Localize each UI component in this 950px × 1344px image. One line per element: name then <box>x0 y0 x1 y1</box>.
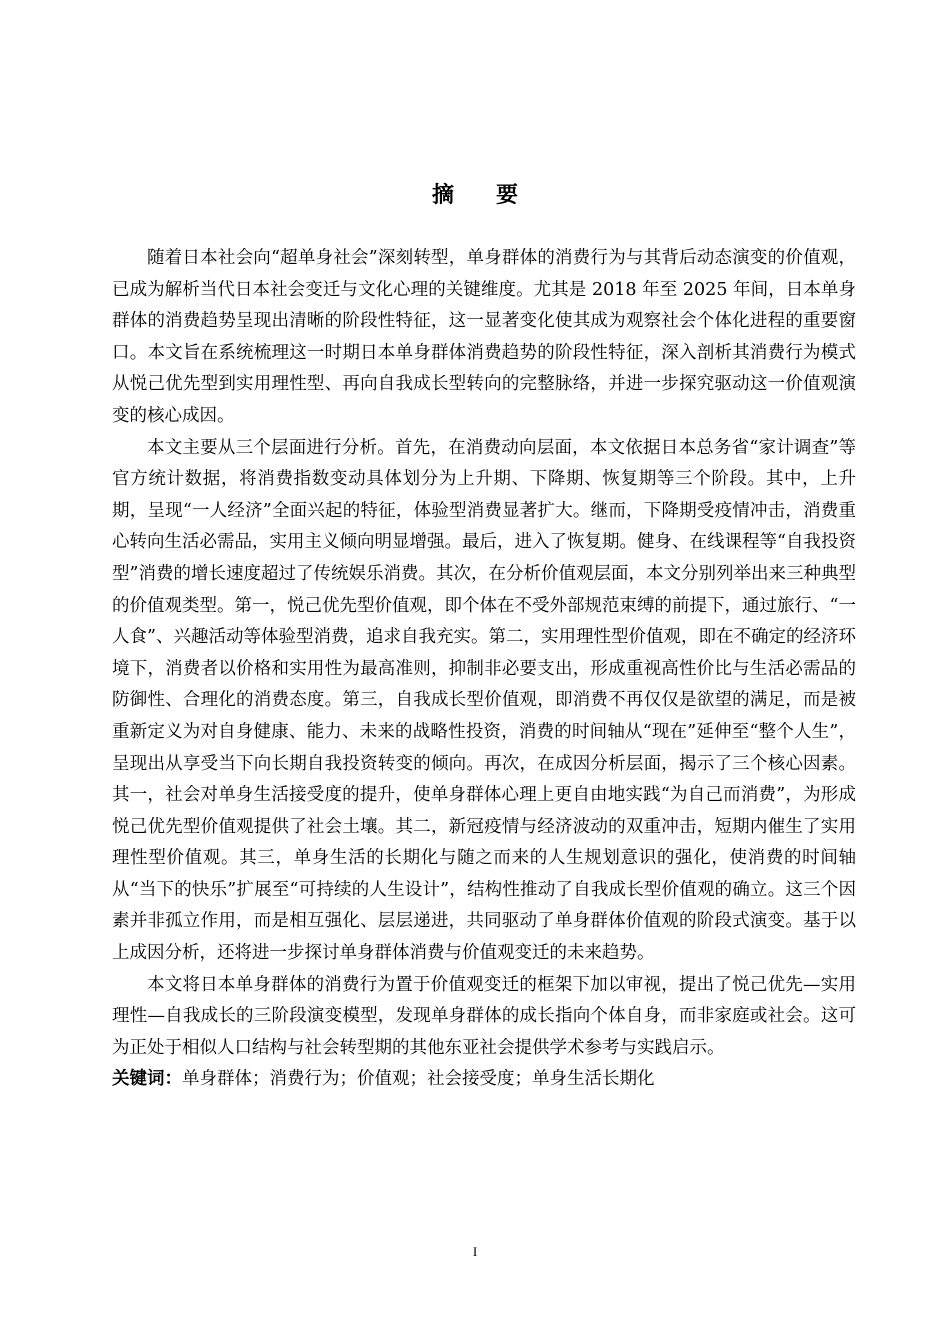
abstract-paragraph-1: 随着日本社会向“超单身社会”深刻转型，单身群体的消费行为与其背后动态演变的价值观，已成为解析当代日本社会变迁与文化心理的关键维度。尤其是 2018 年至 2025 年间，日本单身群体的消费趋势呈现出清晰的阶段性特征，这一显著变化使其成为观察社会个体化进程的重要窗口。本文旨在系统梳理这一时期日本单身群体消费趋势的阶段性特征，深入剖析其消费行为模式从悦己优先型到实用理性型、再向自我成长型转向的完整脉络，并进一步探究驱动这一价值观演变的核心成因。 <box>112 248 856 426</box>
keywords-line <box>112 1064 856 1096</box>
keywords-label: 关键词： <box>112 1069 182 1090</box>
abstract-title: 摘要 <box>431 183 560 208</box>
abstract-paragraph-3: 本文将日本单身群体的消费行为置于价值观变迁的框架下加以审视，提出了悦己优先—实用理性—自我成长的三阶段演变模型，发现单身群体的成长指向个体自身，而非家庭或社会。这可为正处于相似人口结构与社会转型期的其他东亚社会提供学术参考与实践启示。 <box>112 974 856 1058</box>
abstract-body <box>112 243 856 1096</box>
keywords-list: 单身群体；消费行为；价值观；社会接受度；单身生活长期化 <box>182 1069 655 1090</box>
page-number: I <box>472 1244 478 1259</box>
abstract-paragraph-2: 本文主要从三个层面进行分析。首先，在消费动向层面，本文依据日本总务省“家计调查”等官方统计数据，将消费指数变动具体划分为上升期、下降期、恢复期等三个阶段。其中，上升期，呈现“一人经济”全面兴起的特征，体验型消费显著扩大。继而，下降期受疫情冲击，消费重心转向生活必需品，实用主义倾向明显增强。最后，进入了恢复期。健身、在线课程等“自我投资型”消费的增长速度超过了传统娱乐消费。其次，在分析价值观层面，本文分别列举出来三种典型的价值观类型。第一，悦己优先型价值观，即个体在不受外部规范束缚的前提下，通过旅行、“一人食”、兴趣活动等体验型消费，追求自我充实。第二，实用理性型价值观，即在不确定的经济环境下，消费者以价格和实用性为最高准则，抑制非必要支出，形成重视高性价比与生活必需品的防御性、合理化的消费态度。第三，自我成长型价值观，即消费不再仅仅是欲望的满足，而是被重新定义为对自身健康、能力、未来的战略性投资，消费的时间轴从“现在”延伸至“整个人生”，呈现出从享受当下向长期自我投资转变的倾向。再次，在成因分析层面，揭示了三个核心因素。其一，社会对单身生活接受度的提升，使单身群体心理上更自由地实践“为自己而消费”，为形成悦己优先型价值观提供了社会土壤。其二，新冠疫情与经济波动的双重冲击，短期内催生了实用理性型价值观。其三，单身生活的长期化与随之而来的人生规划意识的强化，使消费的时间轴从“当下的快乐”扩展至“可持续的人生设计”，结构性推动了自我成长型价值观的确立。这三个因素并非孤立作用，而是相互强化、层层递进，共同驱动了单身群体价值观的阶段式演变。基于以上成因分析，还将进一步探讨单身群体消费与价值观变迁的未来趋势。 <box>112 437 856 964</box>
